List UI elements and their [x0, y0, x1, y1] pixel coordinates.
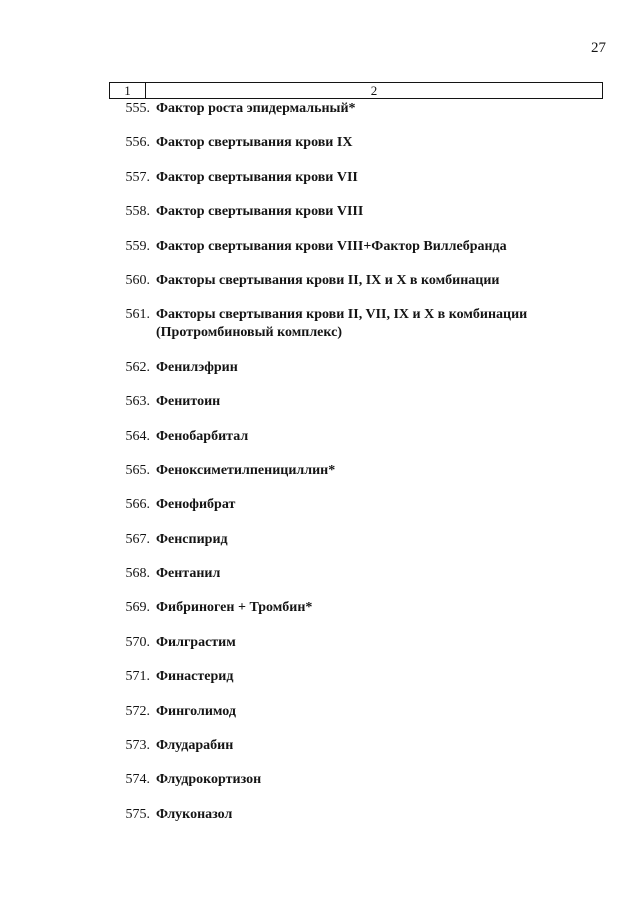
list-item: [110, 668, 600, 686]
list-item: [110, 806, 600, 824]
list-item: [110, 359, 600, 377]
list-item: [110, 134, 600, 152]
list-item: [110, 634, 600, 652]
entry-name: Фенитоин: [156, 394, 221, 410]
column-header-2: 2: [146, 83, 603, 99]
entry-name: Факторы свертывания крови II, VII, IX и X в комбинации (Протромбиновый комплекс): [156, 307, 528, 341]
drug-list: [110, 100, 600, 840]
list-item: [110, 393, 600, 411]
list-item: [110, 272, 600, 290]
page-number: 27: [591, 40, 606, 56]
list-item: [110, 599, 600, 617]
column-header-table: [109, 82, 603, 99]
list-item: [110, 531, 600, 549]
entry-name: Фибриноген + Тромбин*: [156, 600, 313, 616]
entry-number: 574.: [125, 772, 150, 788]
list-item: [110, 703, 600, 721]
entry-number: 573.: [125, 738, 150, 754]
list-item: [110, 169, 600, 187]
entry-number: 560.: [125, 272, 150, 288]
entry-number: 569.: [125, 600, 150, 616]
list-item: [110, 100, 600, 118]
entry-number: 566.: [125, 497, 150, 513]
column-header-1: 1: [124, 83, 131, 98]
entry-name: Фенспирид: [156, 531, 228, 547]
entry-name: Фенофибрат: [156, 497, 236, 513]
entry-number: 568.: [125, 566, 150, 582]
entry-number: 556.: [125, 135, 150, 151]
entry-number: 572.: [125, 703, 150, 719]
entry-name: Фактор свертывания крови VIII: [156, 204, 364, 220]
column-header-row: [110, 83, 603, 99]
entry-number: 575.: [125, 806, 150, 822]
entry-number: 571.: [125, 669, 150, 685]
entry-name: Фактор свертывания крови VIII+Фактор Виллебранда: [156, 238, 507, 254]
entry-name: Флуконазол: [156, 806, 233, 822]
entry-number: 563.: [125, 394, 150, 410]
entry-number: 565.: [125, 462, 150, 478]
entry-name: Фактор свертывания крови IX: [156, 135, 353, 151]
entry-name: Фактор роста эпидермальный*: [156, 101, 356, 116]
entry-name: Флударабин: [156, 738, 234, 754]
entry-name: Факторы свертывания крови II, IX и X в комбинации: [156, 272, 500, 288]
entry-name: Фенобарбитал: [156, 428, 249, 444]
entry-name: Фактор свертывания крови VII: [156, 169, 358, 185]
entry-number: 557.: [125, 169, 150, 185]
entry-number: 559.: [125, 238, 150, 254]
list-item: [110, 462, 600, 480]
entry-name: Финголимод: [156, 703, 236, 719]
entry-number: 555.: [125, 101, 150, 116]
list-item: [110, 771, 600, 789]
list-item: [110, 238, 600, 256]
entry-name: Флудрокортизон: [156, 772, 262, 788]
entry-number: 567.: [125, 531, 150, 547]
entry-name: Филграстим: [156, 634, 236, 650]
entry-name: Финастерид: [156, 669, 234, 685]
entry-number: 558.: [125, 204, 150, 220]
list-item: [110, 496, 600, 514]
entry-name: Фентанил: [156, 566, 221, 582]
entry-number: 561.: [125, 307, 150, 323]
list-item: [110, 737, 600, 755]
entry-name: Фенилэфрин: [156, 359, 238, 375]
entry-number: 570.: [125, 634, 150, 650]
entry-number: 564.: [125, 428, 150, 444]
entry-number: 562.: [125, 359, 150, 375]
entry-name: Феноксиметилпенициллин*: [156, 462, 336, 478]
list-item: [110, 428, 600, 446]
list-item: [110, 306, 600, 342]
list-item: [110, 203, 600, 221]
list-item: [110, 565, 600, 583]
